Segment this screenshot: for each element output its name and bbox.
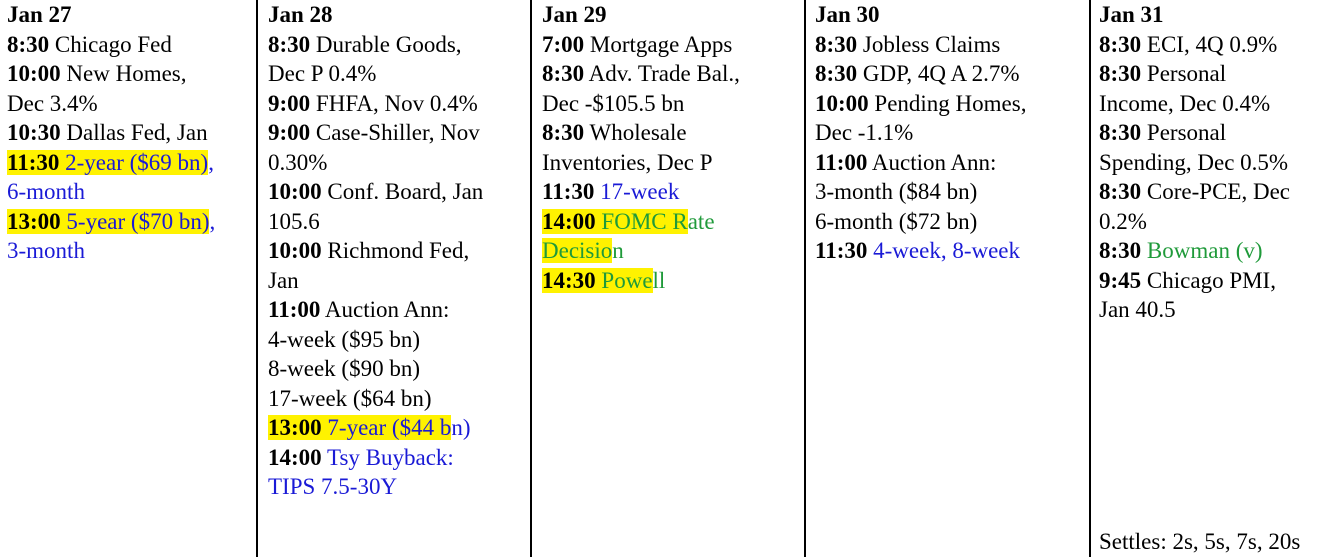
event-time: 8:30 (815, 31, 858, 57)
event-line (268, 118, 530, 148)
event-time: 14:30 (542, 267, 596, 293)
event-time: 10:00 (268, 238, 322, 263)
event-text: Jobless Claims (857, 31, 1001, 57)
day-date: Jan 30 (815, 2, 880, 27)
event-line (1099, 118, 1330, 148)
event-text: Tsy Buyback: (321, 444, 454, 470)
event-text: Income, Dec 0.4% (1099, 90, 1271, 116)
event-time: 10:00 (7, 61, 61, 86)
event-line (7, 207, 256, 237)
event-line (7, 177, 256, 207)
event-text: ECI, 4Q 0.9% (1141, 31, 1278, 57)
event-text: 3-month (7, 238, 85, 263)
event-line (268, 177, 530, 207)
event-line (7, 148, 256, 178)
event-time: 8:30 (1099, 61, 1142, 86)
event-line (1099, 266, 1330, 296)
event-time: 14:00 (542, 208, 596, 234)
event-line (1099, 148, 1330, 178)
event-line (815, 207, 1089, 237)
event-text: 0.30% (268, 149, 328, 175)
event-text: Chicago Fed (49, 31, 172, 57)
event-line (7, 89, 256, 119)
event-line (542, 266, 804, 296)
event-time: 8:30 (268, 31, 311, 57)
event-text: Dallas Fed, Jan (60, 120, 208, 145)
event-line (542, 177, 804, 207)
event-line (268, 266, 530, 296)
event-text: n (612, 238, 624, 263)
event-text: Adv. Trade Bal., (584, 61, 740, 86)
event-text: 17-week (594, 179, 680, 204)
event-line (268, 295, 530, 325)
event-text: Chicago PMI, (1141, 267, 1276, 293)
event-line (815, 236, 1089, 266)
event-line (542, 30, 804, 60)
event-time: 11:00 (815, 149, 868, 175)
event-line (268, 472, 530, 502)
event-text: TIPS 7.5-30Y (268, 474, 398, 499)
event-time: 9:00 (268, 120, 311, 145)
event-text: 2-year ($69 bn) (59, 149, 209, 175)
event-text: 6-month (7, 179, 85, 204)
event-list (268, 30, 530, 502)
event-line (268, 59, 530, 89)
event-line (1099, 177, 1330, 207)
event-time: 11:30 (815, 238, 868, 263)
event-line (1099, 59, 1330, 89)
event-time: 8:30 (1099, 238, 1142, 263)
event-line (268, 325, 530, 355)
event-text: Bowman (v) (1141, 238, 1263, 263)
event-text: Conf. Board, Jan (321, 179, 484, 204)
event-text: 3-month ($84 bn) (815, 179, 978, 204)
event-list (1099, 30, 1330, 325)
event-line (1099, 30, 1330, 60)
event-time: 8:30 (7, 31, 50, 57)
event-time: 13:00 (7, 208, 61, 234)
day-column-jan-27 (0, 0, 258, 557)
day-date: Jan 28 (268, 2, 333, 27)
event-text: n) (451, 415, 471, 440)
event-text: 4-week ($95 bn) (268, 326, 421, 352)
event-line (268, 89, 530, 119)
event-text: 7-year ($44 b (321, 415, 452, 440)
event-text: Durable Goods, (310, 31, 462, 57)
event-line (542, 207, 804, 237)
event-time: 8:30 (542, 120, 585, 145)
event-list (815, 30, 1089, 266)
event-text: Decisio (542, 238, 613, 263)
event-text: Dec -$105.5 bn (542, 90, 685, 116)
event-time: 14:00 (268, 444, 322, 470)
day-date: Jan 27 (7, 2, 72, 27)
event-time: 10:00 (268, 179, 322, 204)
event-list (542, 30, 804, 296)
day-column-jan-31 (1091, 0, 1330, 557)
event-text: , (209, 208, 216, 234)
settlement-note: Settles: 2s, 5s, 7s, 20s (1099, 529, 1301, 554)
event-line (815, 148, 1089, 178)
event-text: Pending Homes, (868, 90, 1027, 116)
day-date: Jan 29 (542, 2, 607, 27)
event-line (542, 236, 804, 266)
event-text: Dec P 0.4% (268, 61, 377, 86)
event-line (268, 384, 530, 414)
event-text: 17-week ($64 bn) (268, 385, 432, 411)
event-time: 11:30 (7, 149, 60, 175)
event-time: 8:30 (1099, 31, 1142, 57)
event-text: FHFA, Nov 0.4% (310, 90, 478, 116)
event-text: Wholesale (584, 120, 687, 145)
event-text: Personal (1141, 120, 1227, 145)
event-text: 0.2% (1099, 208, 1147, 234)
event-text: FOMC R (595, 208, 688, 234)
day-date: Jan 31 (1099, 2, 1164, 27)
event-text: Jan 40.5 (1099, 297, 1176, 322)
event-line (7, 118, 256, 148)
event-text: ate (687, 208, 715, 234)
day-column-jan-30 (806, 0, 1091, 557)
event-line (815, 177, 1089, 207)
event-line (268, 207, 530, 237)
event-line (7, 59, 256, 89)
event-text: 4-week, 8-week (867, 238, 1021, 263)
event-text: New Homes, (60, 61, 187, 86)
event-text: Richmond Fed, (321, 238, 470, 263)
event-line (268, 443, 530, 473)
event-line (815, 89, 1089, 119)
event-list (7, 30, 256, 266)
event-time: 7:00 (542, 31, 585, 57)
event-time: 10:30 (7, 120, 61, 145)
event-text: Auction Ann: (867, 149, 997, 175)
event-time: 8:30 (1099, 120, 1142, 145)
event-line (542, 89, 804, 119)
event-line (1099, 89, 1330, 119)
event-line (815, 118, 1089, 148)
event-line (268, 413, 530, 443)
event-text: Core-PCE, Dec (1141, 179, 1290, 204)
event-text: ll (652, 267, 666, 293)
event-line (542, 118, 804, 148)
event-text: Inventories, Dec P (542, 149, 713, 175)
event-line (268, 236, 530, 266)
event-text: GDP, 4Q A 2.7% (857, 61, 1020, 86)
event-time: 11:30 (542, 179, 595, 204)
event-line (268, 30, 530, 60)
event-line (1099, 295, 1330, 325)
event-time: 8:30 (815, 61, 858, 86)
event-text: Dec 3.4% (7, 90, 98, 116)
day-column-jan-29 (532, 0, 806, 557)
event-text: Case-Shiller, Nov (310, 120, 480, 145)
event-line (268, 148, 530, 178)
event-line (815, 30, 1089, 60)
event-line (542, 148, 804, 178)
event-line (7, 30, 256, 60)
event-line (268, 354, 530, 384)
event-text: 5-year ($70 bn) (60, 208, 210, 234)
event-time: 8:30 (542, 61, 585, 86)
event-line (1099, 207, 1330, 237)
event-text: Spending, Dec 0.5% (1099, 149, 1289, 175)
event-text: Auction Ann: (320, 297, 450, 322)
event-line (1099, 236, 1330, 266)
event-time: 11:00 (268, 297, 321, 322)
event-line (815, 59, 1089, 89)
day-column-jan-28 (258, 0, 532, 557)
event-text: Dec -1.1% (815, 120, 914, 145)
event-text: Mortgage Apps (584, 31, 733, 57)
event-time: 10:00 (815, 90, 869, 116)
event-line (7, 236, 256, 266)
event-text: 8-week ($90 bn) (268, 356, 421, 381)
event-text: Powe (595, 267, 653, 293)
event-time: 9:00 (268, 90, 311, 116)
event-text: , (208, 149, 214, 175)
event-text: Personal (1141, 61, 1227, 86)
event-text: Jan (268, 267, 299, 293)
event-time: 13:00 (268, 415, 322, 440)
event-time: 9:45 (1099, 267, 1142, 293)
event-text: 105.6 (268, 208, 320, 234)
event-time: 8:30 (1099, 179, 1142, 204)
event-text: 6-month ($72 bn) (815, 208, 978, 234)
event-line (542, 59, 804, 89)
